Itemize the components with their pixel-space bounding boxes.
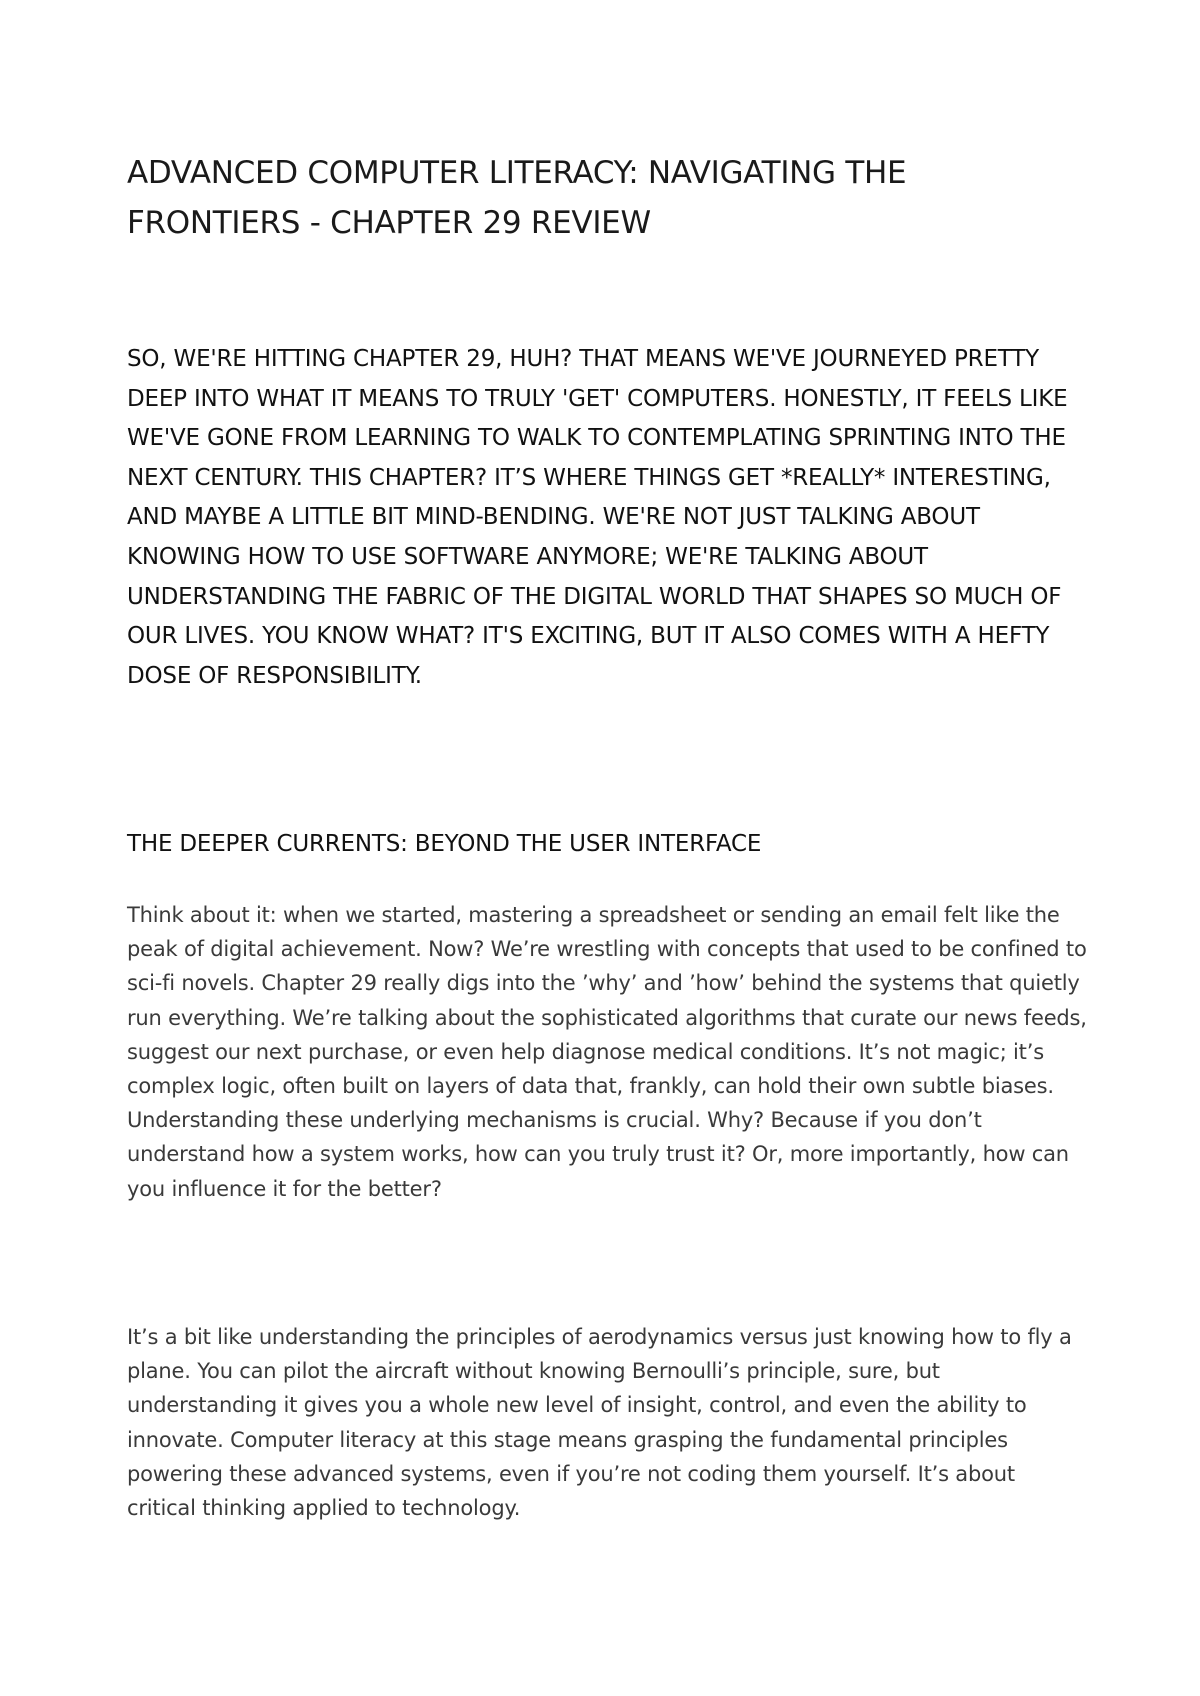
section-heading: THE DEEPER CURRENTS: BEYOND THE USER INTERFACE: [127, 831, 762, 857]
body-paragraph: Think about it: when we started, mastering a spreadsheet or sending an email felt like the peak of digital achievement. Now? We’re wrestling with concepts that used to be confined to sci-fi novels. Chapter 29 really digs into the ’why’ and ’how’ behind the systems that quietly run everything. We’re talking about the sophisticated algorithms that curate our news feeds, suggest our next purchase, or even help diagnose medical conditions. It’s not magic; it’s complex logic, often built on layers of data that, frankly, can hold their own subtle biases. Understanding these underlying mechanisms is crucial. Why? Because if you don’t understand how a system works, how can you truly trust it? Or, more importantly, how can you influence it for the better?: [127, 903, 1087, 1201]
document-page: [127, 0, 1087, 1696]
document-title: ADVANCED COMPUTER LITERACY: NAVIGATING THE FRONTIERS - CHAPTER 29 REVIEW: [127, 155, 907, 241]
body-paragraph: It’s a bit like understanding the principles of aerodynamics versus just knowing how to fly a plane. You can pilot the aircraft without knowing Bernoulli’s principle, sure, but understanding it gives you a whole new level of insight, control, and even the ability to innovate. Computer literacy at this stage means grasping the fundamental principles powering these advanced systems, even if you’re not coding them yourself. It’s about critical thinking applied to technology.: [127, 1325, 1072, 1521]
intro-paragraph: SO, WE'RE HITTING CHAPTER 29, HUH? THAT MEANS WE'VE JOURNEYED PRETTY DEEP INTO WHAT IT MEANS TO TRULY 'GET' COMPUTERS. HONESTLY, IT FEELS LIKE WE'VE GONE FROM LEARNING TO WALK TO CONTEMPLATING SPRINTING INTO THE NEXT CENTURY. THIS CHAPTER? IT’S WHERE THINGS GET *REALLY* INTERESTING, AND MAYBE A LITTLE BIT MIND-BENDING. WE'RE NOT JUST TALKING ABOUT KNOWING HOW TO USE SOFTWARE ANYMORE; WE'RE TALKING ABOUT UNDERSTANDING THE FABRIC OF THE DIGITAL WORLD THAT SHAPES SO MUCH OF OUR LIVES. YOU KNOW WHAT? IT'S EXCITING, BUT IT ALSO COMES WITH A HEFTY DOSE OF RESPONSIBILITY.: [127, 346, 1068, 689]
